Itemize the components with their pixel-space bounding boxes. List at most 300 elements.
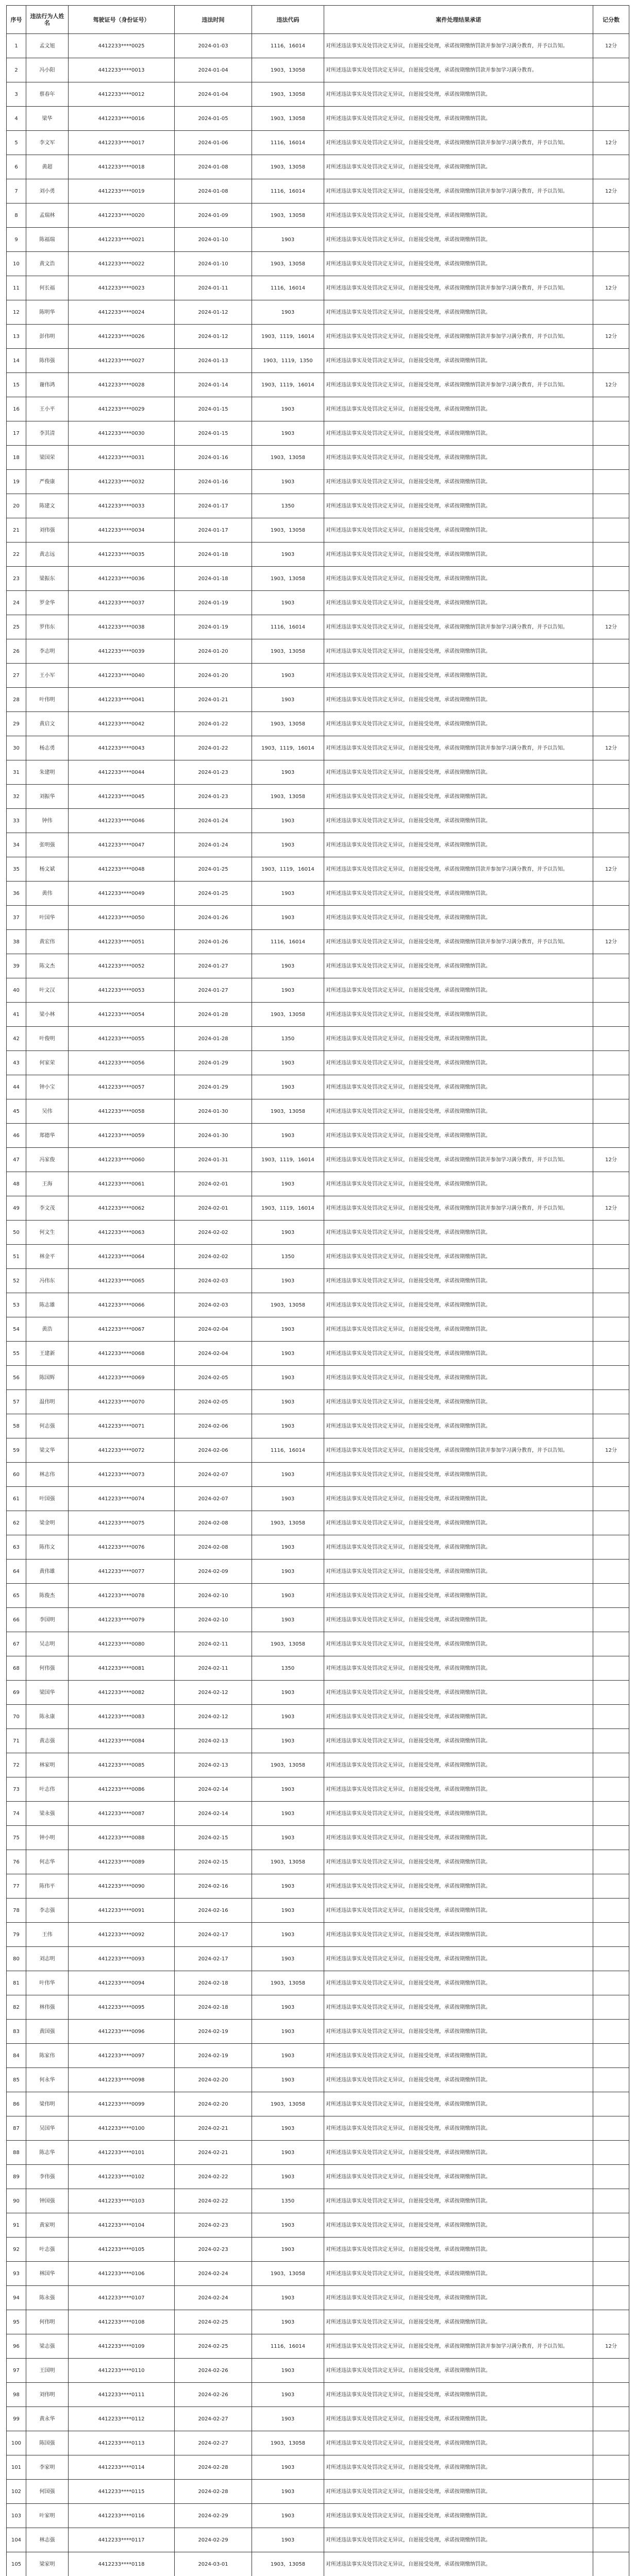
row-code: 1903 (252, 1051, 324, 1075)
row-result: 对所述违法事实及处罚决定无异议，自愿接受处理，承诺按期缴纳罚款。 (324, 2044, 593, 2068)
row-time: 2024-01-13 (175, 349, 252, 373)
row-result: 对所述违法事实及处罚决定无异议，自愿接受处理，承诺按期缴纳罚款并参加学习满分教育，并予以告知。 (324, 1196, 593, 1221)
row-time: 2024-01-12 (175, 300, 252, 325)
table-row (7, 1947, 629, 1971)
row-code: 1903 (252, 760, 324, 785)
row-result: 对所述违法事实及处罚决定无异议，自愿接受处理，承诺按期缴纳罚款。 (324, 2552, 593, 2576)
row-result: 对所述违法事实及处罚决定无异议，自愿接受处理，承诺按期缴纳罚款。 (324, 1899, 593, 1923)
row-points (593, 543, 629, 567)
row-code: 1903 (252, 2383, 324, 2407)
row-result: 对所述违法事实及处罚决定无异议，自愿接受处理，承诺按期缴纳罚款。 (324, 954, 593, 978)
row-no: 92 (7, 2238, 26, 2262)
table-row (7, 591, 629, 615)
row-points (593, 882, 629, 906)
row-name: 何志华 (26, 1850, 69, 1874)
row-code: 1903 (252, 1342, 324, 1366)
row-id: 4412233****0095 (69, 1995, 175, 2020)
table-row (7, 204, 629, 228)
table-row (7, 58, 629, 82)
row-name: 陈永康 (26, 1705, 69, 1729)
row-code: 1903 (252, 978, 324, 1003)
row-name: 林国华 (26, 2262, 69, 2286)
row-result: 对所述违法事实及处罚决定无异议，自愿接受处理，承诺按期缴纳罚款。 (324, 1317, 593, 1342)
table-row (7, 1995, 629, 2020)
table-row (7, 1003, 629, 1027)
row-no: 39 (7, 954, 26, 978)
row-result: 对所述违法事实及处罚决定无异议，自愿接受处理，承诺按期缴纳罚款。 (324, 1584, 593, 1608)
row-points: 12分 (593, 276, 629, 300)
row-name: 冯家俊 (26, 1148, 69, 1172)
row-time: 2024-02-02 (175, 1221, 252, 1245)
row-result: 对所述违法事实及处罚决定无异议，自愿接受处理，承诺按期缴纳罚款。 (324, 2165, 593, 2189)
row-result: 对所述违法事实及处罚决定无异议，自愿接受处理，承诺按期缴纳罚款。 (324, 1729, 593, 1753)
row-name: 黄伟 (26, 882, 69, 906)
row-points (593, 2189, 629, 2213)
row-no: 15 (7, 373, 26, 397)
row-code: 1903 (252, 2238, 324, 2262)
row-time: 2024-02-26 (175, 2383, 252, 2407)
row-result: 对所述违法事实及处罚决定无异议，自愿接受处理，承诺按期缴纳罚款并参加学习满分教育，并予以告知。 (324, 373, 593, 397)
row-name: 叶国华 (26, 906, 69, 930)
row-no: 58 (7, 1414, 26, 1438)
row-points (593, 204, 629, 228)
row-code: 1903 (252, 2407, 324, 2431)
row-code: 1903 (252, 2359, 324, 2383)
row-no: 71 (7, 1729, 26, 1753)
row-name: 李国明 (26, 1608, 69, 1632)
row-no: 49 (7, 1196, 26, 1221)
row-points (593, 2383, 629, 2407)
row-time: 2024-02-04 (175, 1342, 252, 1366)
row-no: 95 (7, 2310, 26, 2334)
row-points (593, 1753, 629, 1777)
row-no: 65 (7, 1584, 26, 1608)
row-code: 1903 (252, 2165, 324, 2189)
row-no: 23 (7, 567, 26, 591)
row-time: 2024-02-07 (175, 1463, 252, 1487)
row-result: 对所述违法事实及处罚决定无异议，自愿接受处理，承诺按期缴纳罚款。 (324, 1923, 593, 1947)
row-name: 陈福瑞 (26, 228, 69, 252)
row-id: 4412233****0081 (69, 1656, 175, 1681)
row-result: 对所述违法事实及处罚决定无异议，自愿接受处理，承诺按期缴纳罚款。 (324, 1414, 593, 1438)
row-code: 1903，13058 (252, 712, 324, 736)
table-row (7, 179, 629, 204)
row-points (593, 1923, 629, 1947)
row-id: 4412233****0046 (69, 809, 175, 833)
row-points (593, 2359, 629, 2383)
row-id: 4412233****0020 (69, 204, 175, 228)
row-code: 1903 (252, 1729, 324, 1753)
row-no: 93 (7, 2262, 26, 2286)
row-id: 4412233****0061 (69, 1172, 175, 1196)
row-time: 2024-02-05 (175, 1366, 252, 1390)
row-time: 2024-02-23 (175, 2238, 252, 2262)
row-points (593, 155, 629, 179)
row-points (593, 664, 629, 688)
row-points (593, 1414, 629, 1438)
row-no: 41 (7, 1003, 26, 1027)
row-no: 52 (7, 1269, 26, 1293)
row-id: 4412233****0040 (69, 664, 175, 688)
row-time: 2024-01-25 (175, 882, 252, 906)
row-points (593, 1729, 629, 1753)
table-row (7, 1172, 629, 1196)
table-row (7, 2189, 629, 2213)
row-id: 4412233****0102 (69, 2165, 175, 2189)
row-no: 72 (7, 1753, 26, 1777)
table-row (7, 1124, 629, 1148)
row-name: 何家荣 (26, 1051, 69, 1075)
row-time: 2024-02-08 (175, 1511, 252, 1535)
row-time: 2024-03-01 (175, 2552, 252, 2576)
row-result: 对所述违法事实及处罚决定无异议，自愿接受处理，承诺按期缴纳罚款。 (324, 1269, 593, 1293)
row-name: 钟小明 (26, 1826, 69, 1850)
row-id: 4412233****0110 (69, 2359, 175, 2383)
row-time: 2024-01-26 (175, 906, 252, 930)
row-result: 对所述违法事实及处罚决定无异议，自愿接受处理，承诺按期缴纳罚款。 (324, 228, 593, 252)
row-time: 2024-01-12 (175, 325, 252, 349)
row-points (593, 421, 629, 446)
row-id: 4412233****0091 (69, 1899, 175, 1923)
row-points (593, 1632, 629, 1656)
row-points (593, 82, 629, 107)
row-result: 对所述违法事实及处罚决定无异议，自愿接受处理，承诺按期缴纳罚款。 (324, 2213, 593, 2238)
row-result: 对所述违法事实及处罚决定无异议，自愿接受处理，承诺按期缴纳罚款并参加学习满分教育，并予以告知。 (324, 857, 593, 882)
row-id: 4412233****0026 (69, 325, 175, 349)
row-code: 1903 (252, 1681, 324, 1705)
row-time: 2024-02-28 (175, 2455, 252, 2480)
row-result: 对所述违法事实及处罚决定无异议，自愿接受处理，承诺按期缴纳罚款。 (324, 1802, 593, 1826)
row-id: 4412233****0039 (69, 639, 175, 664)
table-row (7, 2286, 629, 2310)
row-time: 2024-01-08 (175, 155, 252, 179)
row-points (593, 2552, 629, 2576)
row-time: 2024-01-19 (175, 591, 252, 615)
table-row (7, 373, 629, 397)
row-id: 4412233****0090 (69, 1874, 175, 1899)
table-row (7, 1342, 629, 1366)
row-id: 4412233****0058 (69, 1099, 175, 1124)
row-time: 2024-01-23 (175, 760, 252, 785)
table-row (7, 1414, 629, 1438)
row-id: 4412233****0078 (69, 1584, 175, 1608)
table-row (7, 2141, 629, 2165)
row-points: 12分 (593, 1438, 629, 1463)
row-result: 对所述违法事实及处罚决定无异议，自愿接受处理，承诺按期缴纳罚款。 (324, 446, 593, 470)
row-result: 对所述违法事实及处罚决定无异议，自愿接受处理，承诺按期缴纳罚款。 (324, 204, 593, 228)
row-no: 57 (7, 1390, 26, 1414)
row-id: 4412233****0017 (69, 131, 175, 155)
table-row (7, 1245, 629, 1269)
row-points (593, 906, 629, 930)
table-row (7, 1656, 629, 1681)
row-code: 1903 (252, 1124, 324, 1148)
row-result: 对所述违法事实及处罚决定无异议，自愿接受处理，承诺按期缴纳罚款。 (324, 809, 593, 833)
row-no: 81 (7, 1971, 26, 1995)
row-id: 4412233****0045 (69, 785, 175, 809)
row-id: 4412233****0051 (69, 930, 175, 954)
row-no: 33 (7, 809, 26, 833)
row-time: 2024-01-25 (175, 857, 252, 882)
row-time: 2024-01-30 (175, 1124, 252, 1148)
row-no: 94 (7, 2286, 26, 2310)
table-row (7, 252, 629, 276)
row-name: 谢伟鸿 (26, 373, 69, 397)
row-no: 74 (7, 1802, 26, 1826)
row-code: 1903 (252, 470, 324, 494)
row-no: 85 (7, 2068, 26, 2092)
table-row (7, 954, 629, 978)
row-time: 2024-02-09 (175, 1560, 252, 1584)
table-row (7, 155, 629, 179)
row-name: 黄文浩 (26, 252, 69, 276)
row-id: 4412233****0029 (69, 397, 175, 421)
row-code: 1903 (252, 1221, 324, 1245)
row-id: 4412233****0036 (69, 567, 175, 591)
table-row (7, 2238, 629, 2262)
row-points (593, 1511, 629, 1535)
table-row (7, 906, 629, 930)
row-result: 对所述违法事实及处罚决定无异议，自愿接受处理，承诺按期缴纳罚款。 (324, 1971, 593, 1995)
row-id: 4412233****0084 (69, 1729, 175, 1753)
row-no: 6 (7, 155, 26, 179)
table-row (7, 2213, 629, 2238)
row-points (593, 1656, 629, 1681)
table-body (7, 34, 629, 2576)
row-id: 4412233****0107 (69, 2286, 175, 2310)
row-no: 13 (7, 325, 26, 349)
table-row (7, 736, 629, 760)
row-id: 4412233****0075 (69, 1511, 175, 1535)
row-no: 64 (7, 1560, 26, 1584)
table-row (7, 82, 629, 107)
row-time: 2024-02-18 (175, 1995, 252, 2020)
row-id: 4412233****0082 (69, 1681, 175, 1705)
row-no: 9 (7, 228, 26, 252)
row-code: 1903，13058 (252, 1971, 324, 1995)
row-result: 对所述违法事实及处罚决定无异议，自愿接受处理，承诺按期缴纳罚款并参加学习满分教育，并予以告知。 (324, 1438, 593, 1463)
row-name: 陈俊杰 (26, 1584, 69, 1608)
row-id: 4412233****0031 (69, 446, 175, 470)
row-code: 1350 (252, 1656, 324, 1681)
row-points (593, 518, 629, 543)
penalty-table-sheet (6, 5, 629, 2576)
row-result: 对所述违法事实及处罚决定无异议，自愿接受处理，承诺按期缴纳罚款。 (324, 1027, 593, 1051)
row-code: 1903 (252, 421, 324, 446)
row-name: 何国强 (26, 2480, 69, 2504)
row-time: 2024-02-29 (175, 2504, 252, 2528)
table-row (7, 664, 629, 688)
row-name: 林金平 (26, 1245, 69, 1269)
row-no: 3 (7, 82, 26, 107)
row-no: 36 (7, 882, 26, 906)
row-time: 2024-02-20 (175, 2092, 252, 2116)
row-name: 陈建文 (26, 494, 69, 518)
row-time: 2024-02-08 (175, 1535, 252, 1560)
row-no: 37 (7, 906, 26, 930)
row-time: 2024-02-03 (175, 1269, 252, 1293)
row-id: 4412233****0087 (69, 1802, 175, 1826)
row-time: 2024-01-18 (175, 543, 252, 567)
header-result: 案件处理结果承诺 (324, 6, 593, 34)
row-code: 1903 (252, 1487, 324, 1511)
row-name: 张明强 (26, 833, 69, 857)
row-no: 66 (7, 1608, 26, 1632)
row-no: 11 (7, 276, 26, 300)
row-result: 对所述违法事实及处罚决定无异议，自愿接受处理，承诺按期缴纳罚款并参加学习满分教育，并予以告知。 (324, 276, 593, 300)
row-name: 杨志勇 (26, 736, 69, 760)
row-result: 对所述违法事实及处罚决定无异议，自愿接受处理，承诺按期缴纳罚款。 (324, 1390, 593, 1414)
table-row (7, 1221, 629, 1245)
row-id: 4412233****0042 (69, 712, 175, 736)
row-time: 2024-02-19 (175, 2020, 252, 2044)
row-points: 12分 (593, 373, 629, 397)
row-points (593, 2068, 629, 2092)
row-no: 28 (7, 688, 26, 712)
row-points (593, 978, 629, 1003)
row-id: 4412233****0074 (69, 1487, 175, 1511)
table-row (7, 349, 629, 373)
row-time: 2024-01-23 (175, 785, 252, 809)
row-code: 1116，16014 (252, 276, 324, 300)
row-code: 1903，13058 (252, 58, 324, 82)
row-time: 2024-01-17 (175, 518, 252, 543)
row-name: 何永华 (26, 2068, 69, 2092)
row-code: 1903，13058 (252, 204, 324, 228)
row-points (593, 1269, 629, 1293)
row-id: 4412233****0071 (69, 1414, 175, 1438)
row-time: 2024-01-29 (175, 1075, 252, 1099)
row-name: 陈文杰 (26, 954, 69, 978)
table-row (7, 2359, 629, 2383)
row-name: 黄伟雄 (26, 1560, 69, 1584)
row-code: 1903，13058 (252, 1293, 324, 1317)
row-points: 12分 (593, 857, 629, 882)
row-time: 2024-01-05 (175, 107, 252, 131)
row-points (593, 591, 629, 615)
table-row (7, 857, 629, 882)
row-time: 2024-01-27 (175, 954, 252, 978)
row-id: 4412233****0012 (69, 82, 175, 107)
row-result: 对所述违法事实及处罚决定无异议，自愿接受处理，承诺按期缴纳罚款。 (324, 664, 593, 688)
row-no: 59 (7, 1438, 26, 1463)
row-name: 冯伟东 (26, 1269, 69, 1293)
row-result: 对所述违法事实及处罚决定无异议，自愿接受处理，承诺按期缴纳罚款。 (324, 1051, 593, 1075)
table-row (7, 2334, 629, 2359)
row-no: 75 (7, 1826, 26, 1850)
row-id: 4412233****0052 (69, 954, 175, 978)
row-points (593, 639, 629, 664)
row-points: 12分 (593, 131, 629, 155)
row-id: 4412233****0019 (69, 179, 175, 204)
row-code: 1903 (252, 1777, 324, 1802)
row-points (593, 2213, 629, 2238)
row-result: 对所述违法事实及处罚决定无异议，自愿接受处理，承诺按期缴纳罚款。 (324, 1075, 593, 1099)
row-result: 对所述违法事实及处罚决定无异议，自愿接受处理，承诺按期缴纳罚款。 (324, 2480, 593, 2504)
row-code: 1903 (252, 1923, 324, 1947)
row-time: 2024-02-17 (175, 1947, 252, 1971)
row-id: 4412233****0030 (69, 421, 175, 446)
row-name: 叶志伟 (26, 1777, 69, 1802)
row-name: 李文军 (26, 131, 69, 155)
row-no: 86 (7, 2092, 26, 2116)
row-name: 何志强 (26, 1414, 69, 1438)
row-time: 2024-02-18 (175, 1971, 252, 1995)
row-time: 2024-02-13 (175, 1753, 252, 1777)
row-name: 刘振华 (26, 785, 69, 809)
row-id: 4412233****0023 (69, 276, 175, 300)
row-no: 45 (7, 1099, 26, 1124)
row-points (593, 1124, 629, 1148)
row-no: 89 (7, 2165, 26, 2189)
row-id: 4412233****0041 (69, 688, 175, 712)
row-points (593, 1874, 629, 1899)
row-result: 对所述违法事实及处罚决定无异议，自愿接受处理，承诺按期缴纳罚款。 (324, 1777, 593, 1802)
row-id: 4412233****0035 (69, 543, 175, 567)
row-code: 1903，13058 (252, 1511, 324, 1535)
row-name: 叶文汉 (26, 978, 69, 1003)
row-points (593, 1802, 629, 1826)
row-no: 12 (7, 300, 26, 325)
table-row (7, 2480, 629, 2504)
row-result: 对所述违法事实及处罚决定无异议，自愿接受处理，承诺按期缴纳罚款并参加学习满分教育，并予以告知。 (324, 2334, 593, 2359)
row-result: 对所述违法事实及处罚决定无异议，自愿接受处理，承诺按期缴纳罚款。 (324, 252, 593, 276)
row-code: 1903 (252, 1414, 324, 1438)
table-row (7, 1777, 629, 1802)
row-name: 冯小阳 (26, 58, 69, 82)
row-result: 对所述违法事实及处罚决定无异议，自愿接受处理，承诺按期缴纳罚款。 (324, 1681, 593, 1705)
row-code: 1903 (252, 2068, 324, 2092)
row-name: 陈永强 (26, 2286, 69, 2310)
row-code: 1903，13058 (252, 518, 324, 543)
row-no: 80 (7, 1947, 26, 1971)
row-result: 对所述违法事实及处罚决定无异议，自愿接受处理，承诺按期缴纳罚款。 (324, 2262, 593, 2286)
row-id: 4412233****0025 (69, 34, 175, 58)
row-no: 10 (7, 252, 26, 276)
row-result: 对所述违法事实及处罚决定无异议，自愿接受处理，承诺按期缴纳罚款。 (324, 397, 593, 421)
row-id: 4412233****0053 (69, 978, 175, 1003)
row-name: 黄志远 (26, 543, 69, 567)
row-id: 4412233****0113 (69, 2431, 175, 2455)
row-id: 4412233****0057 (69, 1075, 175, 1099)
table-row (7, 397, 629, 421)
row-result: 对所述违法事实及处罚决定无异议，自愿接受处理，承诺按期缴纳罚款。 (324, 2504, 593, 2528)
row-time: 2024-01-17 (175, 494, 252, 518)
row-code: 1903 (252, 2480, 324, 2504)
row-id: 4412233****0103 (69, 2189, 175, 2213)
row-code: 1903 (252, 1269, 324, 1293)
row-points (593, 1075, 629, 1099)
row-name: 朱建明 (26, 760, 69, 785)
table-row (7, 1584, 629, 1608)
row-time: 2024-01-20 (175, 664, 252, 688)
row-time: 2024-02-02 (175, 1245, 252, 1269)
row-points (593, 785, 629, 809)
row-time: 2024-02-10 (175, 1584, 252, 1608)
row-code: 1903，1119，16014 (252, 373, 324, 397)
row-time: 2024-01-30 (175, 1099, 252, 1124)
table-row (7, 760, 629, 785)
row-result: 对所述违法事实及处罚决定无异议，自愿接受处理，承诺按期缴纳罚款。 (324, 1463, 593, 1487)
row-points: 12分 (593, 615, 629, 639)
row-time: 2024-01-16 (175, 470, 252, 494)
row-result: 对所述违法事实及处罚决定无异议，自愿接受处理，承诺按期缴纳罚款。 (324, 2020, 593, 2044)
row-result: 对所述违法事实及处罚决定无异议，自愿接受处理，承诺按期缴纳罚款。 (324, 1560, 593, 1584)
row-id: 4412233****0048 (69, 857, 175, 882)
table-row (7, 1463, 629, 1487)
row-no: 32 (7, 785, 26, 809)
row-id: 4412233****0104 (69, 2213, 175, 2238)
